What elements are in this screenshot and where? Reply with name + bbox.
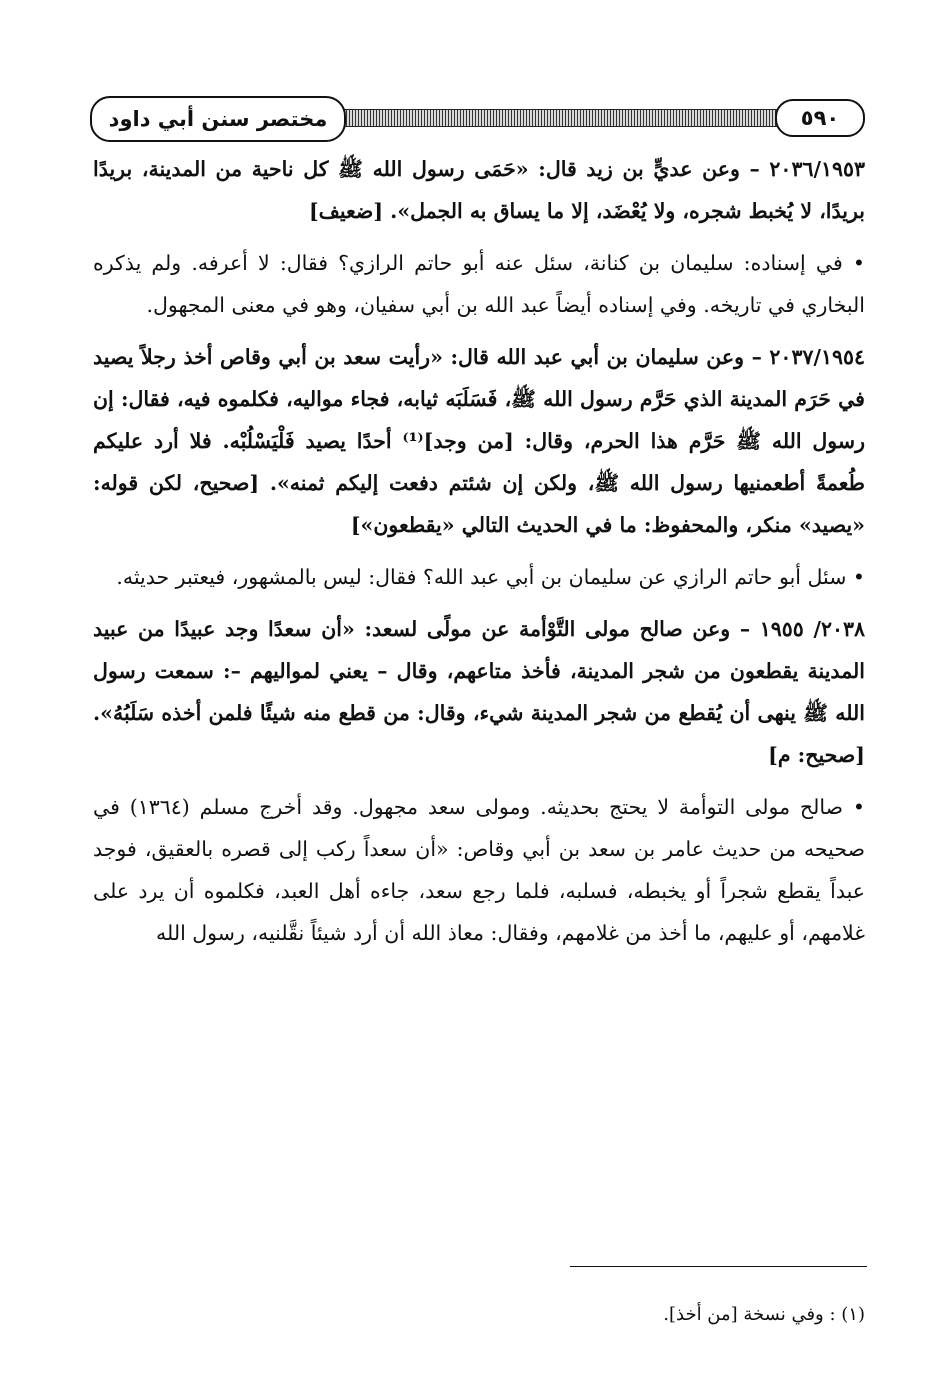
hadith-paragraph bbox=[93, 608, 865, 776]
hadith-paragraph bbox=[93, 336, 865, 546]
hadith-paragraph bbox=[93, 148, 865, 232]
hadith-number: ٢٠٣٧/١٩٥٤ bbox=[769, 345, 865, 369]
hadith-text: – وعن عديٍّ بن زيد قال: «حَمَى رسول الله ﷺ كل ناحية من المدينة، بريدًا بريدًا، لا يُخبط شجره، ولا يُعْضَد، إلا ما يساق به الجمل». [ضعيف] bbox=[93, 157, 865, 223]
footnote: (١) : وفي نسخة [من أخذ]. bbox=[663, 1304, 865, 1325]
hadith-number: ٢٠٣٦/١٩٥٣ bbox=[769, 157, 865, 181]
commentary-paragraph: • سئل أبو حاتم الرازي عن سليمان بن أبي عبد الله؟ فقال: ليس بالمشهور، فيعتبر حديثه. bbox=[116, 565, 865, 589]
page-header bbox=[90, 96, 865, 142]
header-ornament-bar bbox=[340, 109, 779, 127]
book-title: مختصر سنن أبي داود bbox=[90, 96, 346, 142]
hadith-text: – وعن صالح مولى التَّوْأمة عن مولًى لسعد: «أن سعدًا وجد عبيدًا من عبيد المدينة يقطعون من شجر المدينة، فأخذ متاعهم، وقال – يعني لمواليهم –: سمعت رسول الله ﷺ ينهى أن يُقطع من شجر المدينة شيء، وقال: من قطع منه شيئًا فلمن أخذه سَلَبُهُ». [صحيح: م] bbox=[93, 617, 865, 767]
page-body bbox=[93, 148, 865, 964]
hadith-number: ٢٠٣٨/ ١٩٥٥ bbox=[759, 617, 866, 641]
hadith-text: – وعن سليمان بن أبي عبد الله قال: «رأيت سعد بن أبي وقاص أخذ رجلاً يصيد في حَرَم المدينة الذي حَرَّم رسول الله ﷺ، فَسَلَبَه ثيابه، فجاء مواليه، فكلموه فيه، فقال: إن رسول الله ﷺ حَرَّم هذا الحرم، وقال: [من وجد]⁽¹⁾ أحدًا يصيد فَلْيَسْلُبْه. فلا أرد عليكم طُعمةً أطعمنيها رسول الله ﷺ، ولكن إن شئتم دفعت إليكم ثمنه». [صحيح، لكن قوله: «يصيد» منكر، والمحفوظ: ما في الحديث التالي «يقطعون»] bbox=[93, 345, 865, 537]
commentary-paragraph: • صالح مولى التوأمة لا يحتج بحديثه. ومولى سعد مجهول. وقد أخرج مسلم (١٣٦٤) في صحيحه من حديث عامر بن سعد بن أبي وقاص: «أن سعداً ركب إلى قصره بالعقيق، فوجد عبداً يقطع شجراً أو يخبطه، فسلبه، فلما رجع سعد، جاءه أهل العبد، فكلموه أن يرد على غلامهم، أو عليهم، ما أخذ من غلامهم، وفقال: معاذ الله أن أرد شيئاً نقَّلنيه، رسول الله bbox=[93, 795, 865, 945]
page-number: ٥٩٠ bbox=[775, 99, 865, 137]
commentary-paragraph: • في إسناده: سليمان بن كنانة، سئل عنه أبو حاتم الرازي؟ فقال: لا أعرفه. ولم يذكره البخاري في تاريخه. وفي إسناده أيضاً عبد الله بن أبي سفيان، وهو في معنى المجهول. bbox=[93, 251, 865, 317]
footnote-separator bbox=[570, 1266, 867, 1267]
